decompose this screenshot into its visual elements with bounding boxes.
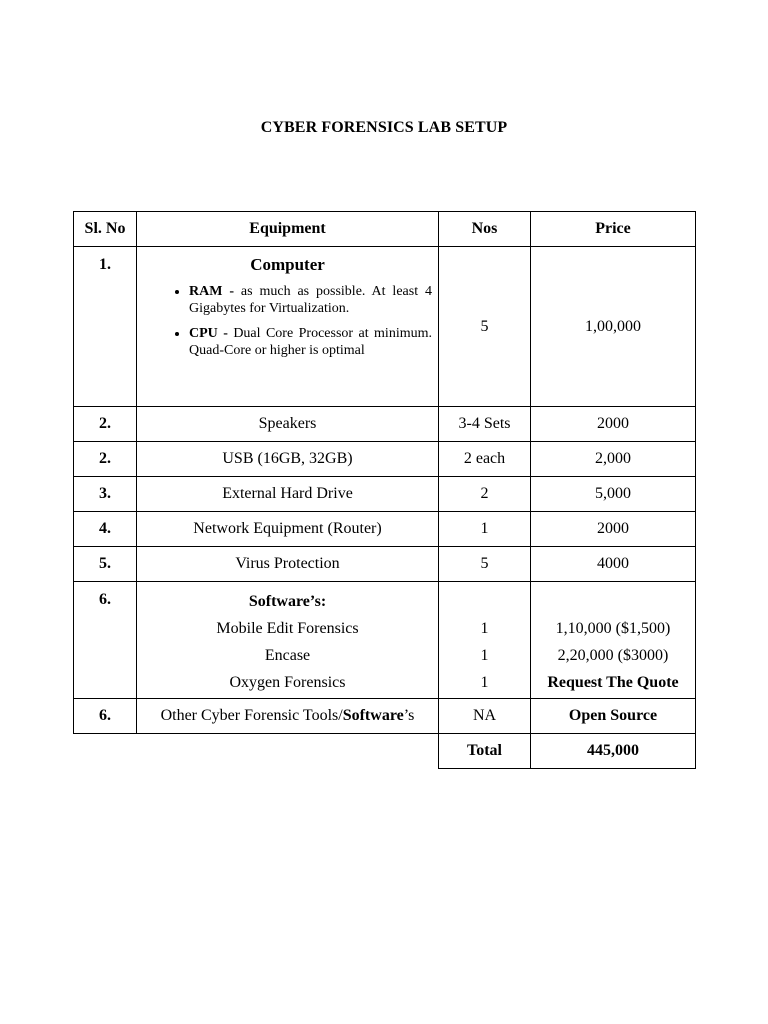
- cell-price: [531, 582, 696, 699]
- cell-sl: [74, 582, 137, 699]
- cell-price: 2,000: [531, 442, 696, 477]
- cell-nos: [439, 582, 531, 699]
- header-equipment: Equipment: [137, 212, 439, 247]
- cell-price: 2000: [531, 407, 696, 442]
- other-bold: Software: [342, 707, 404, 724]
- software-nos: 1: [480, 674, 489, 691]
- cell-price: 5,000: [531, 477, 696, 512]
- equipment-table: [73, 211, 696, 769]
- sl-text: 1.: [99, 256, 111, 273]
- table-row-software: [74, 582, 696, 699]
- header-sl-no: Sl. No: [74, 212, 137, 247]
- cell-price: Open Source: [531, 699, 696, 734]
- cell-price: 4000: [531, 547, 696, 582]
- other-prefix: Other Cyber Forensic Tools/: [160, 707, 343, 724]
- cell-sl: 6.: [74, 699, 137, 734]
- empty-cell: [137, 734, 439, 769]
- spec-ram-label: RAM -: [189, 284, 234, 299]
- total-value: 445,000: [531, 734, 696, 769]
- spec-cpu-text: Dual Core Processor at minimum. Quad-Core or higher is optimal: [189, 326, 432, 358]
- cell-sl: 2.: [74, 407, 137, 442]
- other-suffix: ’s: [403, 707, 415, 724]
- table-header-row: [74, 212, 696, 247]
- cell-equipment: External Hard Drive: [137, 477, 439, 512]
- total-label: Total: [439, 734, 531, 769]
- software-price: 1,10,000 ($1,500): [555, 620, 671, 637]
- software-heading: Software’s:: [248, 593, 327, 610]
- cell-equipment: USB (16GB, 32GB): [137, 442, 439, 477]
- software-nos: 1: [480, 647, 489, 664]
- cell-price: 1,00,000: [531, 247, 696, 407]
- cell-sl: [74, 247, 137, 407]
- software-price: 2,20,000 ($3000): [557, 647, 669, 664]
- cell-price: 2000: [531, 512, 696, 547]
- cell-nos: 5: [439, 547, 531, 582]
- software-price: Request The Quote: [547, 674, 679, 691]
- header-nos: Nos: [439, 212, 531, 247]
- sl-text: 6.: [99, 591, 111, 608]
- cell-sl: 5.: [74, 547, 137, 582]
- software-name: Encase: [264, 647, 311, 664]
- total-row: [74, 734, 696, 769]
- document-title: CYBER FORENSICS LAB SETUP: [260, 119, 508, 136]
- cell-equipment: Network Equipment (Router): [137, 512, 439, 547]
- software-list: [137, 582, 438, 696]
- empty-cell: [74, 734, 137, 769]
- cell-equipment: [137, 582, 439, 699]
- table-row-computer: [74, 247, 696, 407]
- cell-nos: 2: [439, 477, 531, 512]
- cell-nos: 5: [439, 247, 531, 407]
- spec-ram: [189, 283, 432, 317]
- table-row: [74, 407, 696, 442]
- cell-equipment: [137, 699, 439, 734]
- table-row: [74, 512, 696, 547]
- cell-nos: NA: [439, 699, 531, 734]
- spec-cpu-label: CPU -: [189, 326, 228, 341]
- cell-nos: 2 each: [439, 442, 531, 477]
- spec-cpu: [189, 325, 432, 359]
- spec-ram-text: as much as possible. At least 4 Gigabytes for Virtualization.: [189, 284, 432, 316]
- software-name: Oxygen Forensics: [229, 674, 346, 691]
- software-nos: 1: [480, 620, 489, 637]
- cell-equipment: Virus Protection: [137, 547, 439, 582]
- cell-nos: 1: [439, 512, 531, 547]
- table-row: [74, 547, 696, 582]
- cell-equipment: Speakers: [137, 407, 439, 442]
- cell-sl: 4.: [74, 512, 137, 547]
- cell-equipment: [137, 247, 439, 407]
- table-row: [74, 477, 696, 512]
- cell-sl: 3.: [74, 477, 137, 512]
- software-name: Mobile Edit Forensics: [216, 620, 359, 637]
- table-row: [74, 442, 696, 477]
- software-price-list: [531, 582, 695, 696]
- software-nos-list: [439, 582, 530, 696]
- computer-heading: Computer: [250, 255, 325, 274]
- table-row-other: [74, 699, 696, 734]
- computer-spec-list: [137, 283, 432, 359]
- cell-nos: 3-4 Sets: [439, 407, 531, 442]
- cell-sl: 2.: [74, 442, 137, 477]
- header-price: Price: [531, 212, 696, 247]
